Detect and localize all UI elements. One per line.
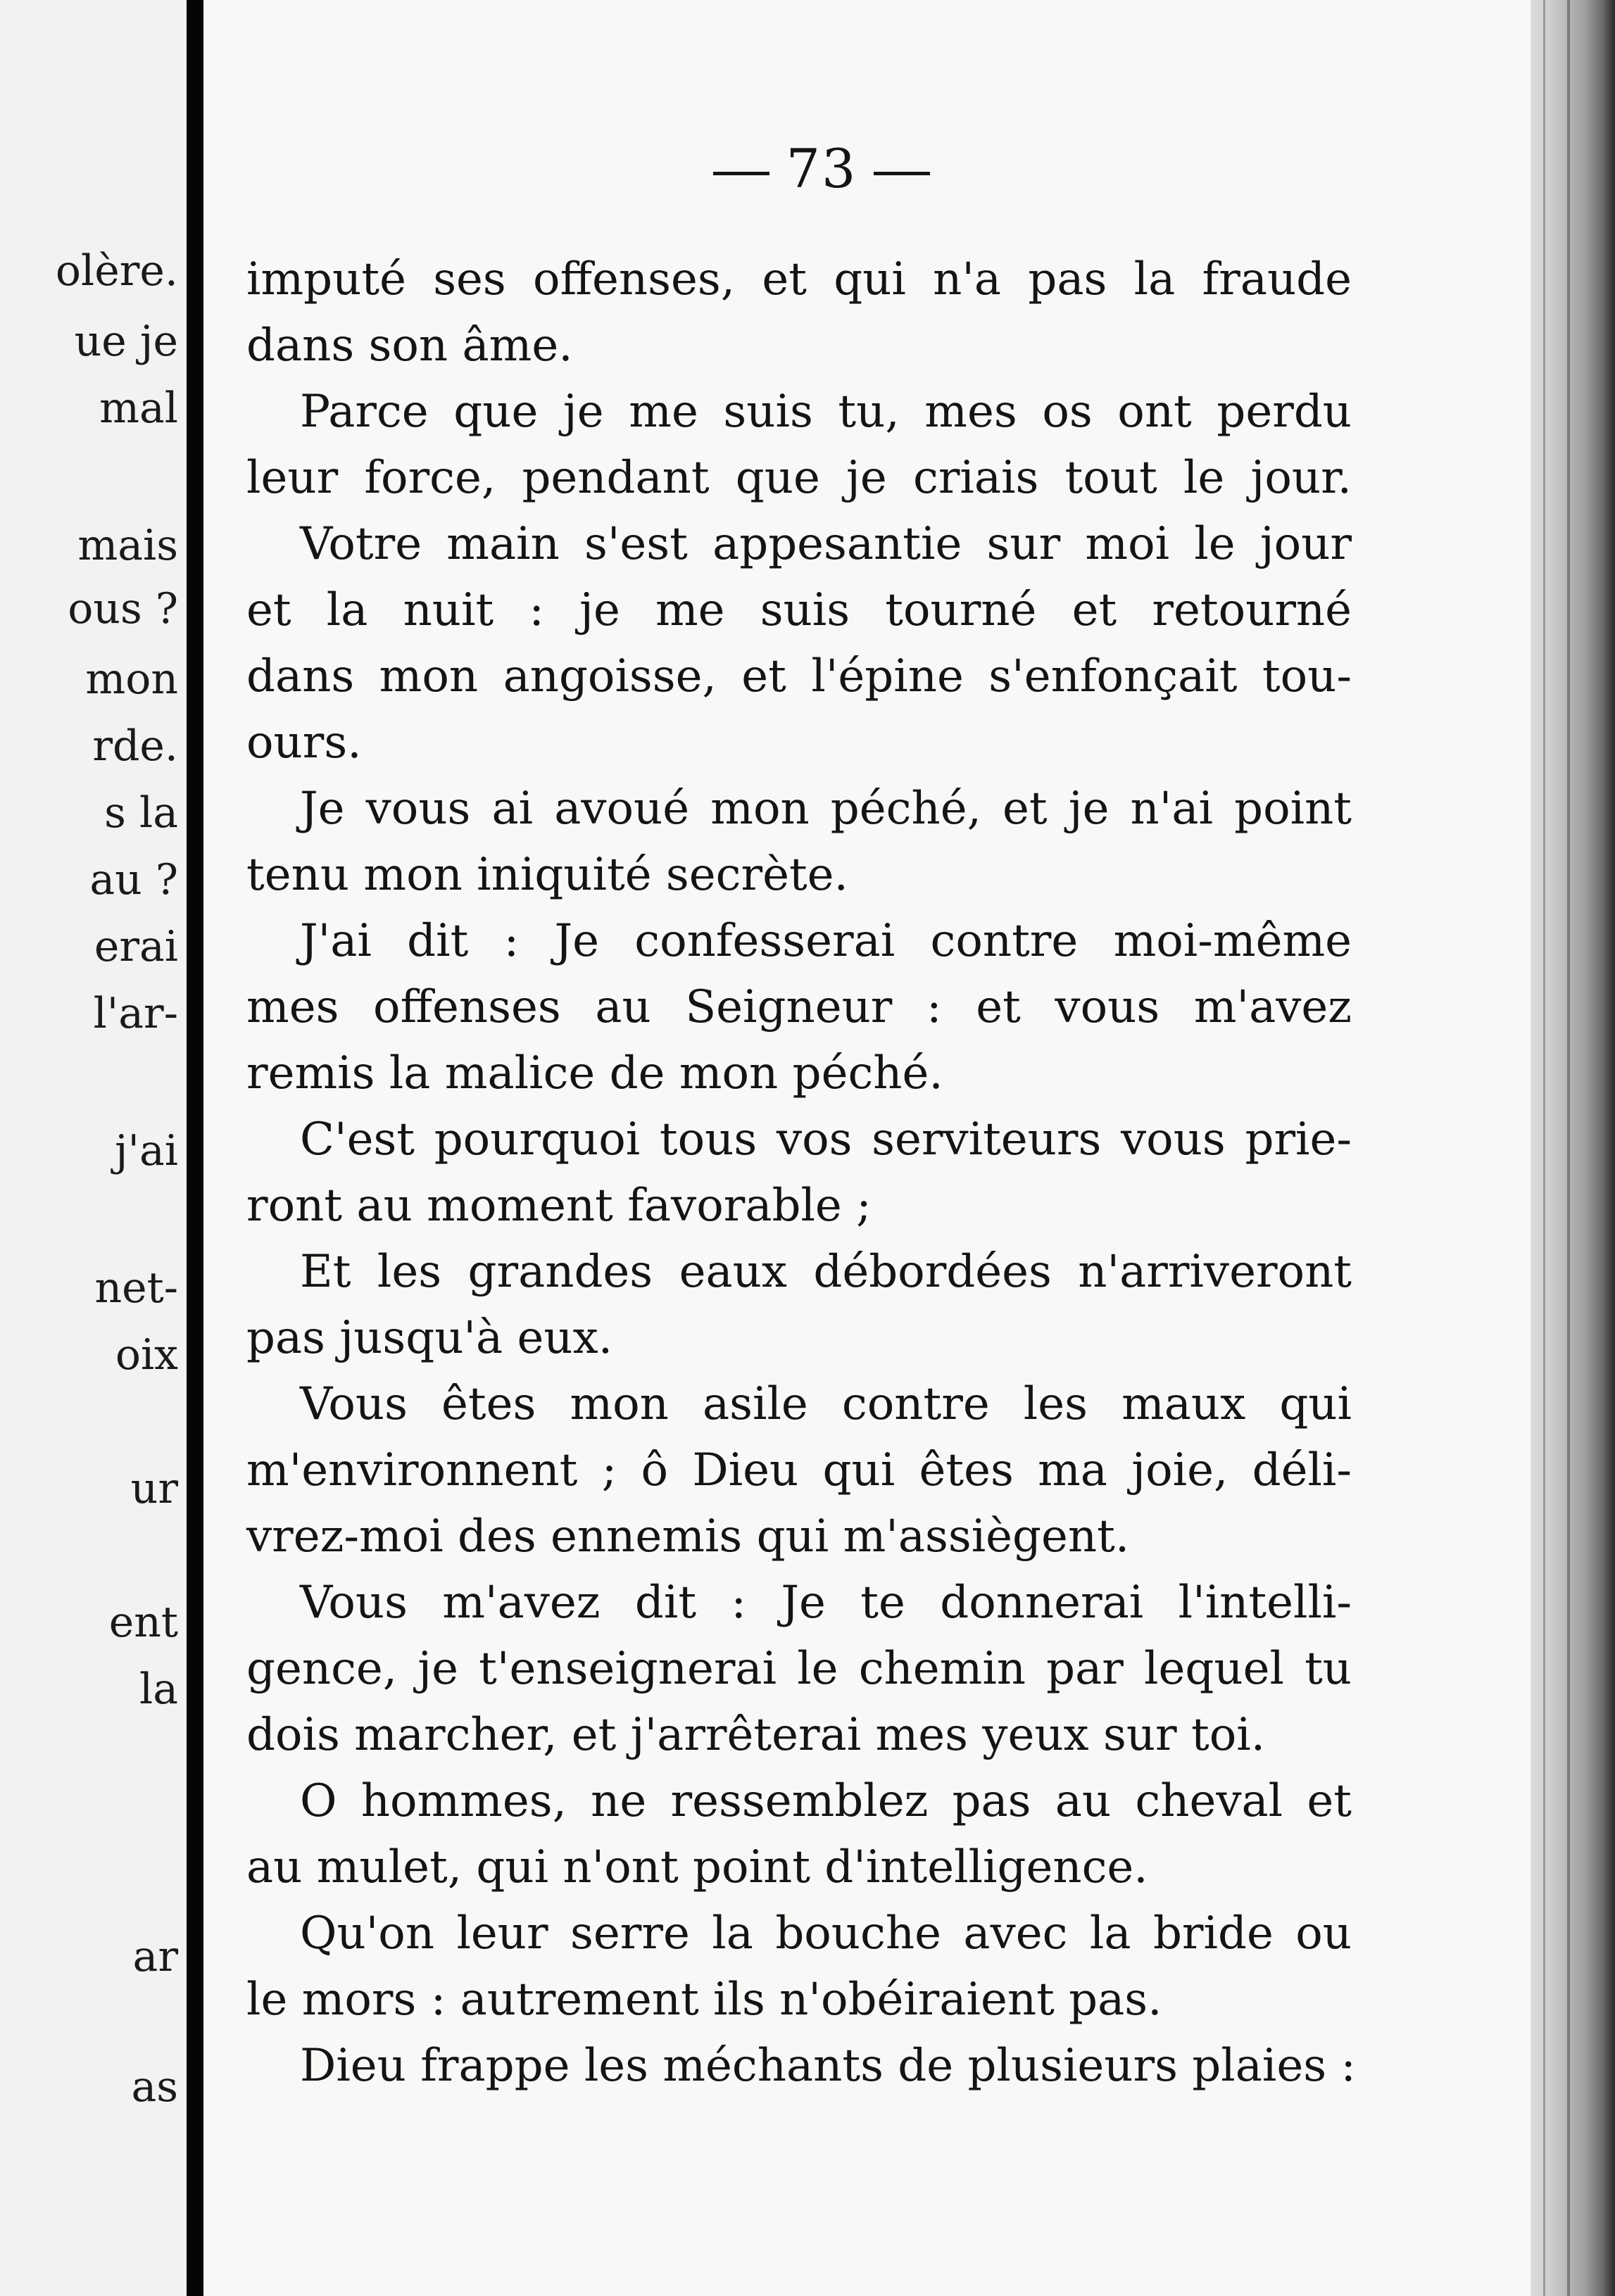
- left-fragment: ue je: [74, 317, 178, 366]
- text-line: remis la malice de mon péché.: [246, 1047, 943, 1099]
- left-fragment: erai: [94, 922, 178, 971]
- text-line: O hommes, ne ressemblez pas au cheval et: [300, 1775, 1352, 1827]
- text-line: vrez-moi des ennemis qui m'assiègent.: [246, 1510, 1130, 1563]
- left-fragment: ar: [132, 1932, 178, 1981]
- left-fragment: rde.: [92, 721, 178, 771]
- text-line: Je vous ai avoué mon péché, et je n'ai point: [300, 783, 1352, 835]
- text-line: Et les grandes eaux débordées n'arriveront: [300, 1246, 1352, 1298]
- text-line: ront au moment favorable ;: [246, 1180, 872, 1232]
- left-fragment: mon: [85, 655, 178, 704]
- text-line: au mulet, qui n'ont point d'intelligence.: [246, 1841, 1148, 1893]
- text-line: C'est pourquoi tous vos serviteurs vous prie-: [300, 1114, 1352, 1166]
- page-number: [0, 137, 1615, 200]
- left-fragment: au ?: [89, 855, 178, 904]
- text-line: leur force, pendant que je criais tout le jour.: [246, 452, 1352, 504]
- dash-left: [713, 172, 769, 175]
- text-line: Parce que je me suis tu, mes os ont perdu: [300, 386, 1352, 438]
- left-fragment: as: [131, 2062, 178, 2112]
- left-fragment: ent: [108, 1598, 178, 1647]
- dash-right: [874, 172, 930, 175]
- text-line: dans son âme.: [246, 320, 573, 372]
- text-line: m'environnent ; ô Dieu qui êtes ma joie, déli-: [246, 1444, 1352, 1496]
- left-fragment: j'ai: [114, 1126, 178, 1175]
- text-line: Vous m'avez dit : Je te donnerai l'intelli-: [300, 1577, 1352, 1629]
- text-line: Dieu frappe les méchants de plusieurs plaies :: [300, 2040, 1356, 2092]
- left-fragment: la: [139, 1665, 178, 1714]
- text-line: dois marcher, et j'arrêterai mes yeux sur toi.: [246, 1709, 1266, 1761]
- left-fragment: mal: [99, 384, 178, 433]
- page-number-value: 73: [786, 137, 857, 200]
- text-line: Votre main s'est appesantie sur moi le jour: [300, 518, 1352, 570]
- book-spine: [187, 0, 203, 2296]
- left-fragment: mais: [77, 521, 178, 570]
- text-line: dans mon angoisse, et l'épine s'enfonçait tou-: [246, 650, 1352, 702]
- text-line: tenu mon iniquité secrète.: [246, 849, 848, 901]
- text-line: imputé ses offenses, et qui n'a pas la fraude: [246, 253, 1352, 305]
- text-line: J'ai dit : Je confesserai contre moi-même: [300, 915, 1352, 967]
- left-fragment: ur: [130, 1464, 178, 1513]
- left-fragment: net-: [94, 1263, 178, 1313]
- left-fragment: l'ar-: [93, 989, 178, 1038]
- text-line: Vous êtes mon asile contre les maux qui: [300, 1378, 1352, 1430]
- left-fragment: s la: [104, 788, 178, 838]
- page-body-text: [246, 246, 1356, 2099]
- text-line: Qu'on leur serre la bouche avec la bride ou: [300, 1907, 1352, 1960]
- left-fragment: olère.: [55, 246, 178, 296]
- text-line: mes offenses au Seigneur : et vous m'avez: [246, 981, 1352, 1033]
- left-fragment: ous ?: [68, 584, 178, 633]
- text-line: et la nuit : je me suis tourné et retourné: [246, 584, 1352, 636]
- previous-page-fragment: [0, 0, 194, 2296]
- text-line: gence, je t'enseignerai le chemin par lequel tu: [246, 1643, 1352, 1695]
- text-line: ours.: [246, 717, 362, 769]
- page-edges: [1531, 0, 1615, 2296]
- text-line: pas jusqu'à eux.: [246, 1312, 613, 1364]
- text-line: le mors : autrement ils n'obéiraient pas.: [246, 1974, 1162, 2026]
- left-fragment: oix: [115, 1330, 178, 1380]
